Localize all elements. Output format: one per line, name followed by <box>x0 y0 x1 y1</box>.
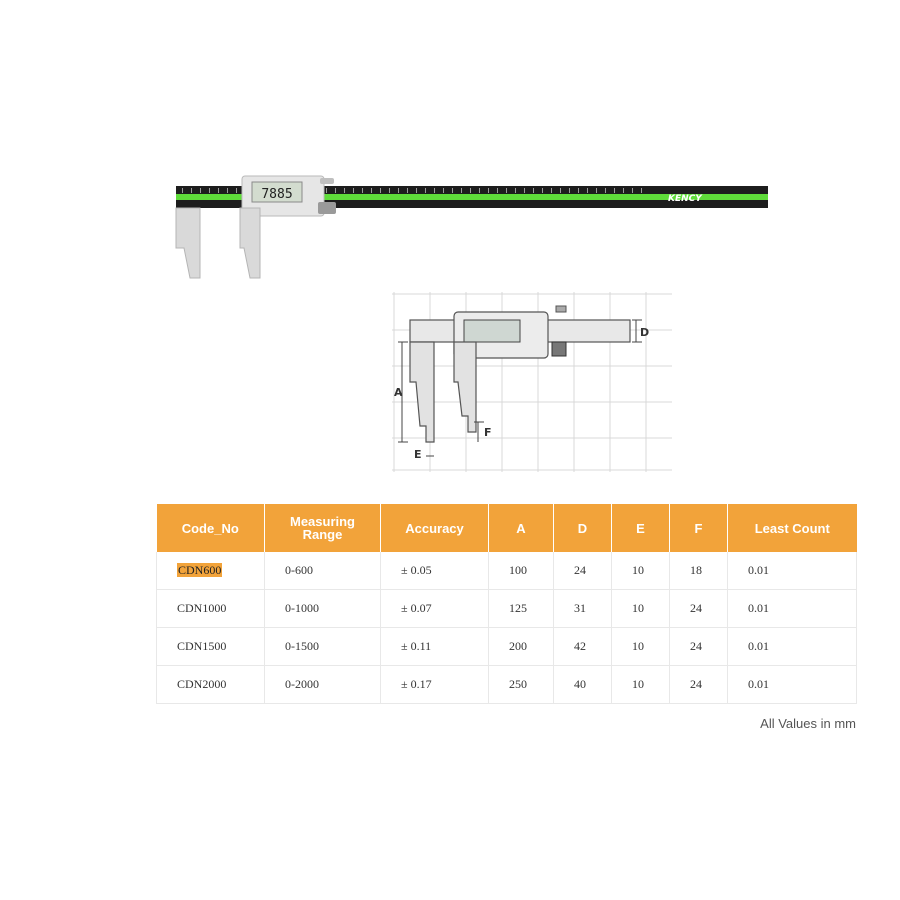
cell-a: 250 <box>489 666 554 704</box>
cell-code: CDN2000 <box>157 666 265 704</box>
cell-code <box>157 552 265 590</box>
cell-accuracy: ± 0.07 <box>381 590 489 628</box>
table-row <box>157 590 857 628</box>
cell-e: 10 <box>612 628 670 666</box>
cell-least-count: 0.01 <box>728 628 857 666</box>
cell-range: 0-1000 <box>265 590 381 628</box>
cell-accuracy: ± 0.11 <box>381 628 489 666</box>
cell-accuracy: ± 0.17 <box>381 666 489 704</box>
display-reading: 7885 <box>261 187 293 202</box>
header-accuracy: Accuracy <box>381 504 489 552</box>
diagram-label-d: D <box>640 326 650 339</box>
diagram-label-e: E <box>414 448 422 461</box>
table-row <box>157 552 857 590</box>
cell-d: 31 <box>554 590 612 628</box>
header-a: A <box>489 504 554 552</box>
cell-accuracy: ± 0.05 <box>381 552 489 590</box>
cell-least-count: 0.01 <box>728 666 857 704</box>
caliper-product-image <box>170 170 780 285</box>
table-row <box>157 628 857 666</box>
cell-code: CDN1500 <box>157 628 265 666</box>
cell-range: 0-2000 <box>265 666 381 704</box>
cell-a: 125 <box>489 590 554 628</box>
cell-code: CDN1000 <box>157 590 265 628</box>
table-header-row <box>157 504 857 552</box>
header-f: F <box>670 504 728 552</box>
dimension-diagram <box>392 292 672 472</box>
cell-f: 24 <box>670 666 728 704</box>
cell-f: 18 <box>670 552 728 590</box>
highlighted-code: CDN600 <box>178 563 222 577</box>
header-measuring-range: Measuring Range <box>265 504 381 552</box>
cell-least-count: 0.01 <box>728 552 857 590</box>
header-code-no: Code_No <box>157 504 265 552</box>
header-e: E <box>612 504 670 552</box>
cell-a: 200 <box>489 628 554 666</box>
header-d: D <box>554 504 612 552</box>
units-note: All Values in mm <box>760 716 856 731</box>
cell-e: 10 <box>612 666 670 704</box>
cell-least-count: 0.01 <box>728 590 857 628</box>
cell-e: 10 <box>612 552 670 590</box>
cell-d: 42 <box>554 628 612 666</box>
cell-a: 100 <box>489 552 554 590</box>
table-row <box>157 666 857 704</box>
diagram-label-f: F <box>484 426 492 439</box>
cell-d: 40 <box>554 666 612 704</box>
cell-f: 24 <box>670 590 728 628</box>
diagram-label-a: A <box>394 386 403 399</box>
specification-table <box>156 504 857 704</box>
cell-range: 0-1500 <box>265 628 381 666</box>
cell-range: 0-600 <box>265 552 381 590</box>
cell-e: 10 <box>612 590 670 628</box>
cell-f: 24 <box>670 628 728 666</box>
brand-logo: KENCY <box>668 194 702 204</box>
header-least-count: Least Count <box>728 504 857 552</box>
cell-d: 24 <box>554 552 612 590</box>
